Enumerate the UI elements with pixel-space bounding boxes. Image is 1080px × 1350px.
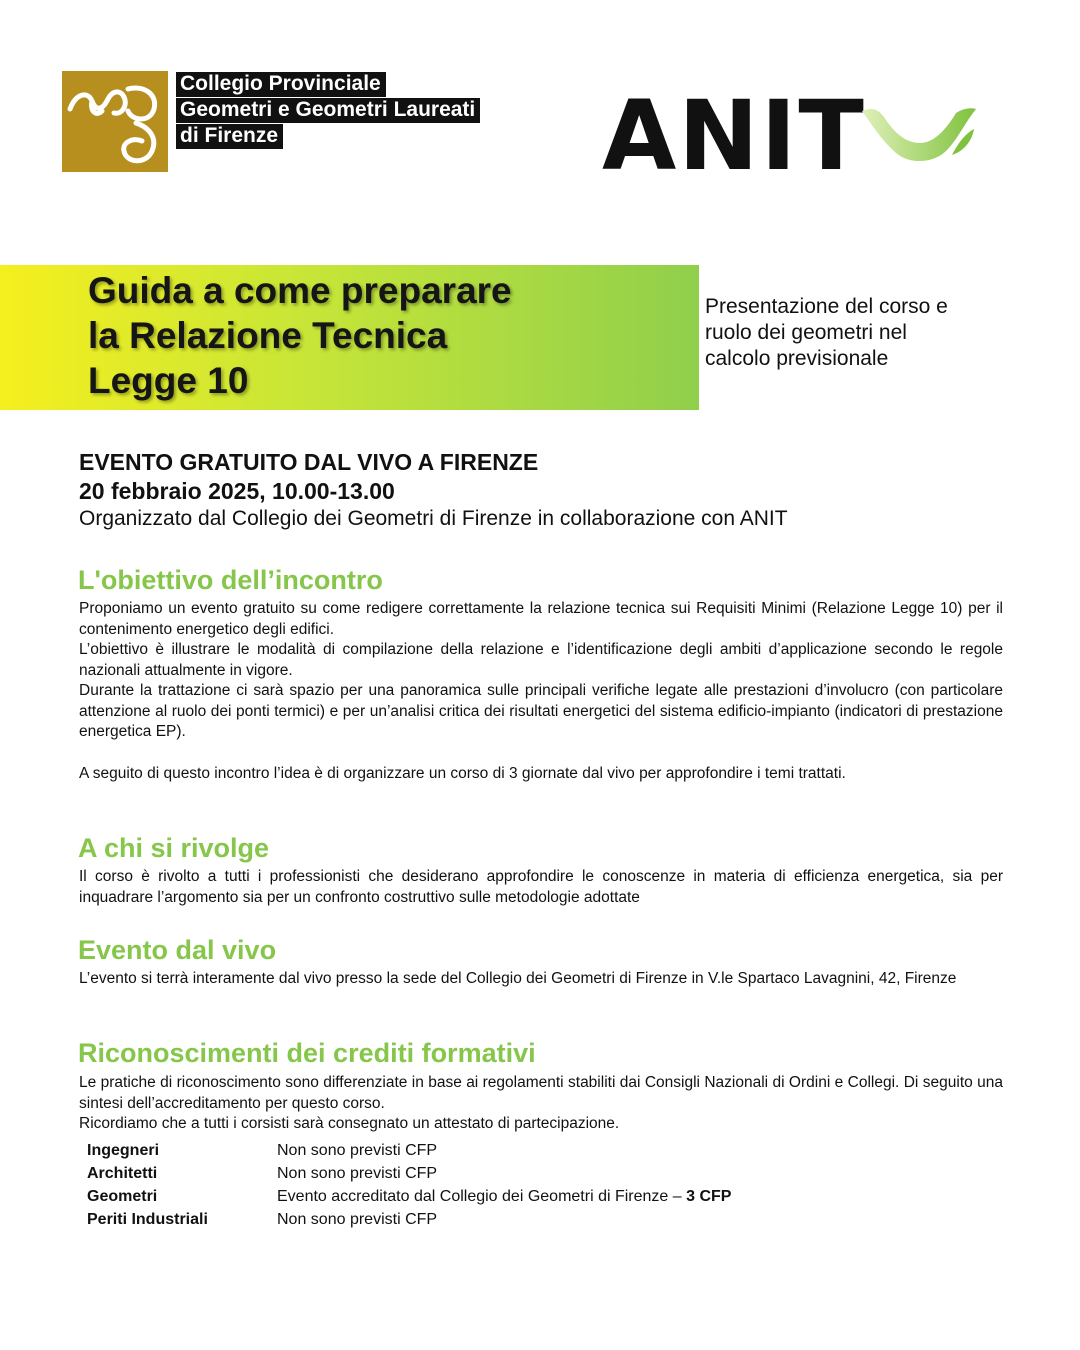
anit-wordmark: ANIT bbox=[602, 80, 866, 192]
credit-detail: Non sono previsti CFP bbox=[277, 1165, 438, 1182]
event-organizer: Organizzato dal Collegio dei Geometri di Firenze in collaborazione con ANIT bbox=[79, 507, 788, 530]
collegio-logo bbox=[62, 71, 168, 172]
obiettivo-paragraph: Proponiamo un evento gratuito su come redigere correttamente la relazione tecnica sui Requisiti Minimi (Relazione Legge 10) per il contenimento energetico degli edifici. bbox=[79, 600, 1003, 638]
table-row bbox=[87, 1211, 731, 1234]
rivolge-paragraph: Il corso è rivolto a tutti i professionisti che desiderano approfondire le conoscenze in materia di efficienza energetica, sia per inquadrare l’argomento sia per un confronto costruttivo sulle metodologie adottate bbox=[79, 868, 1003, 906]
subtitle-line: calcolo previsionale bbox=[705, 347, 889, 370]
credit-role: Geometri bbox=[87, 1188, 158, 1205]
collegio-name-line: Geometri e Geometri Laureati bbox=[176, 98, 480, 123]
credit-role: Periti Industriali bbox=[87, 1211, 208, 1228]
title-line: Guida a come preparare bbox=[88, 270, 512, 311]
section-heading-rivolge: A chi si rivolge bbox=[78, 833, 270, 863]
crediti-paragraph: Ricordiamo che a tutti i corsisti sarà consegnato un attestato di partecipazione. bbox=[79, 1115, 620, 1132]
dal-vivo-paragraph: L’evento si terrà interamente dal vivo presso la sede del Collegio dei Geometri di Firenze in V.le Spartaco Lavagnini, 42, Firenze bbox=[79, 970, 957, 987]
event-type: EVENTO GRATUITO DAL VIVO A FIRENZE bbox=[79, 449, 539, 475]
anit-leaf-icon bbox=[862, 103, 978, 165]
collegio-name-line: di Firenze bbox=[176, 124, 283, 149]
collegio-monogram-icon bbox=[62, 71, 168, 172]
credit-role: Ingegneri bbox=[87, 1142, 160, 1159]
crediti-paragraph: Le pratiche di riconoscimento sono differenziate in base ai regolamenti stabiliti dai Consigli Nazionali di Ordini e Collegi. Di seguito una sintesi dell’accreditamento per questo corso. bbox=[79, 1074, 1003, 1112]
subtitle-line: ruolo dei geometri nel bbox=[705, 321, 907, 344]
credit-role: Architetti bbox=[87, 1165, 158, 1182]
section-heading-dal-vivo: Evento dal vivo bbox=[78, 935, 277, 965]
page-title bbox=[88, 268, 512, 403]
collegio-name bbox=[176, 72, 480, 150]
collegio-name-line: Collegio Provinciale bbox=[176, 72, 386, 97]
obiettivo-paragraph: Durante la trattazione ci sarà spazio per una panoramica sulle principali verifiche legate alle prestazioni d’involucro (con particolare attenzione al ruolo dei ponti termici) e per un’analisi critica dei risultati energetici del sistema edificio-impianto (indicatori di prestazione energetica EP). bbox=[79, 682, 1003, 740]
table-row bbox=[87, 1165, 731, 1188]
credit-detail: Non sono previsti CFP bbox=[277, 1211, 438, 1228]
credit-detail: Evento accreditato dal Collegio dei Geometri di Firenze – 3 CFP bbox=[277, 1188, 732, 1205]
credits-table bbox=[87, 1142, 731, 1234]
page-subtitle bbox=[705, 294, 948, 372]
subtitle-line: Presentazione del corso e bbox=[705, 295, 948, 318]
title-line: la Relazione Tecnica bbox=[88, 315, 448, 356]
obiettivo-paragraph: L’obiettivo è illustrare le modalità di compilazione della relazione e l’identificazione degli ambiti d’applicazione secondo le regole nazionali attualmente in vigore. bbox=[79, 641, 1003, 679]
table-row bbox=[87, 1142, 731, 1165]
section-heading-obiettivo: L'obiettivo dell’incontro bbox=[78, 565, 383, 595]
section-heading-crediti: Riconoscimenti dei crediti formativi bbox=[78, 1038, 536, 1068]
credit-detail: Non sono previsti CFP bbox=[277, 1142, 438, 1159]
obiettivo-paragraph: A seguito di questo incontro l’idea è di organizzare un corso di 3 giornate dal vivo per approfondire i temi trattati. bbox=[79, 765, 846, 782]
event-date-time: 20 febbraio 2025, 10.00-13.00 bbox=[79, 478, 395, 504]
table-row bbox=[87, 1188, 731, 1211]
title-line: Legge 10 bbox=[88, 360, 249, 401]
